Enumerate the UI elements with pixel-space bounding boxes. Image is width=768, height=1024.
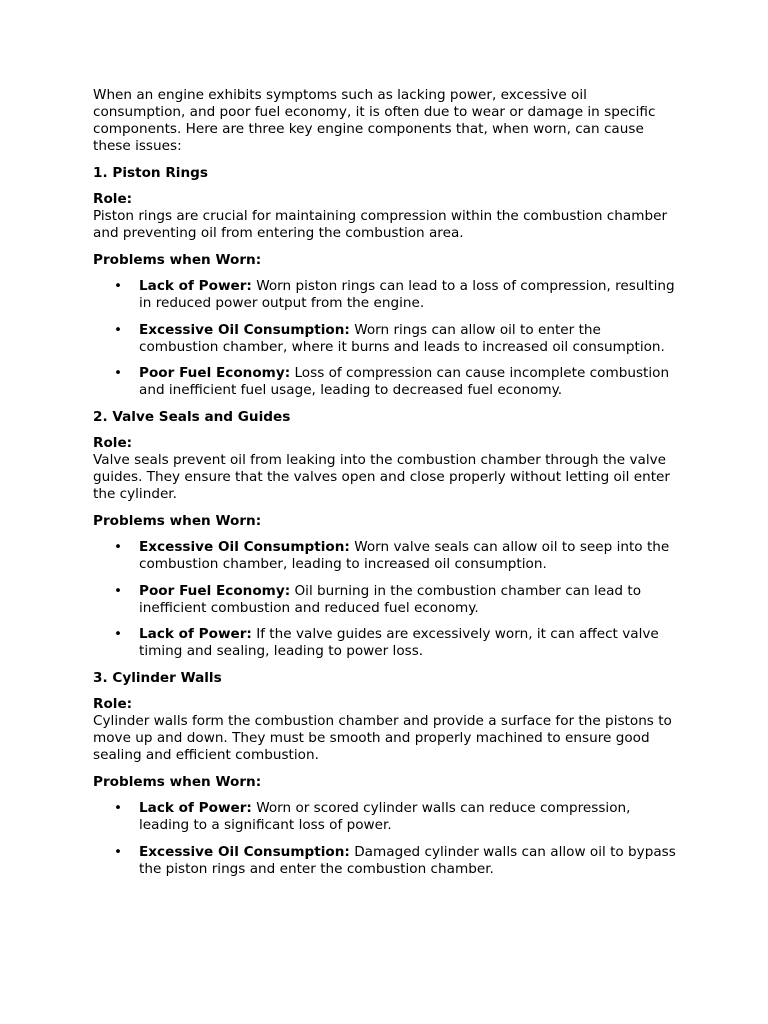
role-text: Cylinder walls form the combustion chamber and provide a surface for the pistons to move up and down. They must be smooth and properly machined to ensure good sealing and efficient combustion. (93, 713, 672, 763)
problem-term: Lack of Power: (139, 800, 252, 816)
role-text: Piston rings are crucial for maintaining compression within the combustion chamber and preventing oil from entering the combustion area. (93, 208, 668, 241)
bullet-icon: • (114, 843, 123, 860)
role-label: Role: (93, 435, 133, 451)
problems-list (93, 800, 683, 878)
role-block (93, 435, 683, 503)
problems-list (93, 278, 683, 399)
problem-text: Damaged cylinder walls can allow oil to bypass the piston rings and enter the combustion chamber. (139, 843, 676, 877)
problems-list (93, 539, 683, 660)
section-title: 3. Cylinder Walls (93, 669, 222, 686)
intro-paragraph: When an engine exhibits symptoms such as lacking power, excessive oil consumption, and poor fuel economy, it is often due to wear or damage in specific components. Here are three key engine components that, when worn, can cause these issues: (93, 87, 656, 154)
section-cylinder-walls (93, 670, 683, 878)
section-title: 2. Valve Seals and Guides (93, 408, 291, 425)
bullet-icon: • (114, 626, 123, 642)
section-title: 1. Piston Rings (93, 164, 208, 181)
list-item (93, 539, 683, 573)
problem-text: Worn valve seals can allow oil to seep into the combustion chamber, leading to increased oil consumption. (139, 539, 670, 572)
document-page (93, 87, 683, 887)
role-block (93, 696, 683, 764)
bullet-icon: • (114, 321, 123, 338)
list-item (93, 365, 683, 399)
role-block (93, 191, 683, 242)
problem-text: Worn or scored cylinder walls can reduce compression, leading to a significant loss of power. (139, 800, 631, 833)
problem-text: Worn rings can allow oil to enter the combustion chamber, where it burns and leads to increased oil consumption. (139, 321, 665, 355)
section-piston-rings (93, 165, 683, 400)
bullet-icon: • (114, 800, 123, 816)
role-label: Role: (93, 696, 133, 712)
bullet-icon: • (114, 582, 123, 599)
problem-term: Excessive Oil Consumption: (139, 539, 350, 555)
problems-label: Problems when Worn: (93, 773, 262, 790)
problem-term: Lack of Power: (139, 278, 252, 294)
problem-text: Oil burning in the combustion chamber can lead to inefficient combustion and reduced fuel economy. (139, 582, 642, 616)
section-valve-seals (93, 409, 683, 661)
list-item (93, 626, 683, 660)
bullet-icon: • (114, 365, 123, 381)
problem-term: Excessive Oil Consumption: (139, 321, 350, 338)
role-label: Role: (93, 191, 133, 207)
problem-text: If the valve guides are excessively worn, it can affect valve timing and sealing, leading to power loss. (139, 626, 659, 659)
list-item (93, 278, 683, 312)
problems-label: Problems when Worn: (93, 512, 262, 529)
list-item (93, 844, 683, 878)
bullet-icon: • (114, 278, 123, 294)
problems-label: Problems when Worn: (93, 251, 262, 268)
problem-term: Lack of Power: (139, 626, 252, 642)
problem-text: Worn piston rings can lead to a loss of compression, resulting in reduced power output from the engine. (139, 278, 675, 311)
list-item (93, 583, 683, 617)
role-text: Valve seals prevent oil from leaking into the combustion chamber through the valve guides. They ensure that the valves open and close properly without letting oil enter the cylinder. (93, 452, 671, 502)
list-item (93, 322, 683, 356)
bullet-icon: • (114, 539, 123, 555)
problem-text: Loss of compression can cause incomplete combustion and inefficient fuel usage, leading to decreased fuel economy. (139, 365, 670, 398)
problem-term: Poor Fuel Economy: (139, 582, 291, 599)
problem-term: Poor Fuel Economy: (139, 365, 291, 381)
problem-term: Excessive Oil Consumption: (139, 843, 350, 860)
list-item (93, 800, 683, 834)
